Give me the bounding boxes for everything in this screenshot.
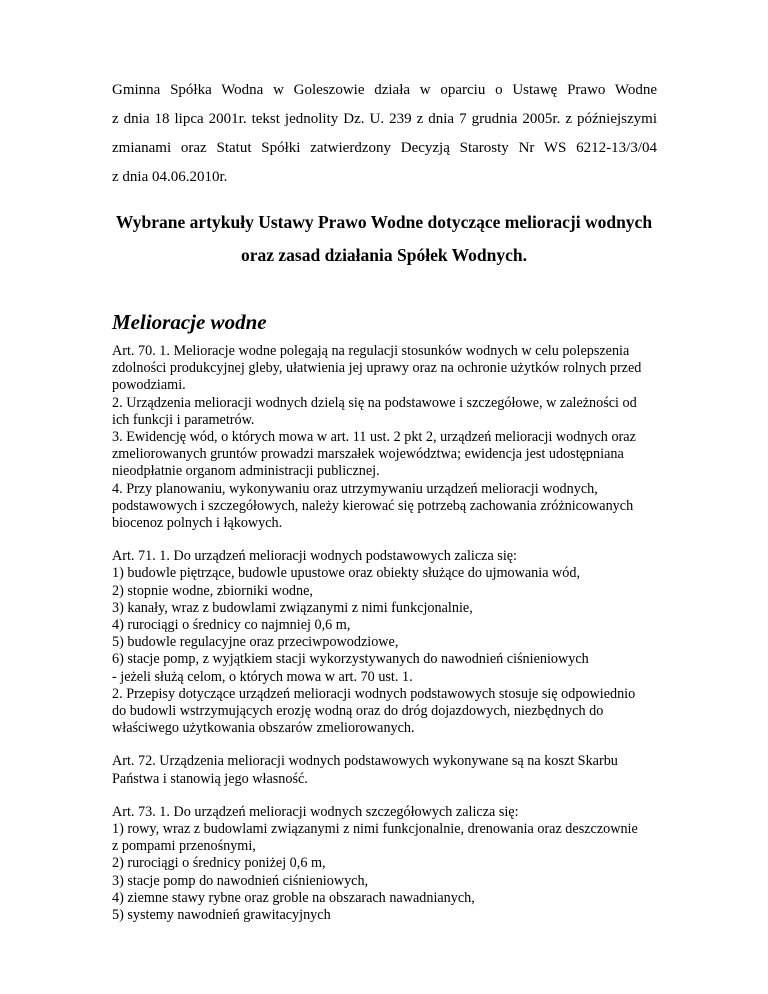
article-line: 3) kanały, wraz z budowlami związanymi z nimi funkcjonalnie, (112, 599, 473, 616)
articles-list (112, 343, 672, 940)
article-line: Art. 70. 1. Melioracje wodne polegają na regulacji stosunków wodnych w celu polepszenia (112, 343, 630, 359)
intro-paragraph (112, 76, 657, 192)
article-70 (112, 343, 672, 532)
article-line: 6) stacje pomp, z wyjątkiem stacji wykorzystywanych do nawodnień ciśnieniowych (112, 651, 589, 668)
article-line: Państwa i stanowią jego własność. (112, 770, 308, 787)
intro-line: Gminna Spółka Wodna w Goleszowie działa w oparciu o Ustawę Prawo Wodne (112, 82, 657, 98)
article-line: biocenoz polnych i łąkowych. (112, 515, 283, 532)
article-line: - jeżeli służą celom, o których mowa w art. 70 ust. 1. (112, 668, 413, 685)
article-line: podstawowych i szczegółowych, należy kierować się potrzebą zachowania zróżnicowanych (112, 497, 634, 514)
article-line: zdolności produkcyjnej gleby, ułatwienia jej uprawy oraz na ochronie użytków rolnych przed (112, 360, 642, 377)
article-line: Art. 72. Urządzenia melioracji wodnych podstawowych wykonywane są na koszt Skarbu (112, 753, 618, 770)
article-line: 1) rowy, wraz z budowlami związanymi z nimi funkcjonalnie, drenowania oraz deszczownie (112, 821, 638, 838)
article-line: 5) budowle regulacyjne oraz przeciwpowodziowe, (112, 634, 399, 651)
article-line: Art. 73. 1. Do urządzeń melioracji wodnych szczegółowych zalicza się: (112, 803, 519, 820)
article-72 (112, 753, 672, 787)
article-71 (112, 548, 672, 737)
heading-line: Wybrane artykuły Ustawy Prawo Wodne dotyczące melioracji wodnych (115, 212, 653, 232)
article-line: powodziami. (112, 377, 186, 394)
article-line: do budowli wstrzymujących erozję wodną oraz do dróg dojazdowych, niezbędnych do (112, 703, 604, 720)
document-heading (90, 206, 678, 272)
article-line: 2. Urządzenia melioracji wodnych dzielą się na podstawowe i szczegółowe, w zależności od (112, 394, 637, 411)
intro-line: z dnia 04.06.2010r. (112, 169, 228, 185)
article-line: 2. Przepisy dotyczące urządzeń melioracji wodnych podstawowych stosuje się odpowiednio (112, 685, 636, 702)
intro-line: zmianami oraz Statut Spółki zatwierdzony Decyzją Starosty Nr WS 6212-13/3/04 (112, 140, 657, 156)
article-line: 4) ziemne stawy rybne oraz groble na obszarach nawadnianych, (112, 889, 475, 906)
article-line: 3) stacje pomp do nawodnień ciśnieniowych, (112, 872, 369, 889)
article-line: ich funkcji i parametrów. (112, 411, 255, 428)
article-line: 2) stopnie wodne, zbiorniki wodne, (112, 582, 313, 599)
article-73 (112, 804, 672, 924)
article-line: nieodpłatnie organom administracji publicznej. (112, 463, 380, 480)
article-line: 3. Ewidencję wód, o których mowa w art. 11 ust. 2 pkt 2, urządzeń melioracji wodnych oraz (112, 429, 636, 446)
article-line: 2) rurociągi o średnicy poniżej 0,6 m, (112, 855, 326, 872)
article-line: zmeliorowanych gruntów prowadzi marszałek województwa; ewidencja jest udostępniana (112, 446, 624, 463)
heading-line: oraz zasad działania Spółek Wodnych. (240, 245, 528, 265)
article-line: 1) budowle piętrzące, budowle upustowe oraz obiekty służące do ujmowania wód, (112, 565, 581, 582)
article-line: 5) systemy nawodnień grawitacyjnych (112, 907, 331, 924)
article-line: właściwego użytkowania obszarów zmeliorowanych. (112, 720, 415, 737)
intro-line: z dnia 18 lipca 2001r. tekst jednolity Dz. U. 239 z dnia 7 grudnia 2005r. z późniejszymi (112, 111, 657, 127)
article-line: 4. Przy planowaniu, wykonywaniu oraz utrzymywaniu urządzeń melioracji wodnych, (112, 480, 598, 497)
article-line: z pompami przenośnymi, (112, 838, 256, 855)
article-line: Art. 71. 1. Do urządzeń melioracji wodnych podstawowych zalicza się: (112, 548, 517, 565)
article-line: 4) rurociągi o średnicy co najmniej 0,6 m, (112, 617, 351, 634)
section-title: Melioracje wodne (112, 310, 267, 334)
